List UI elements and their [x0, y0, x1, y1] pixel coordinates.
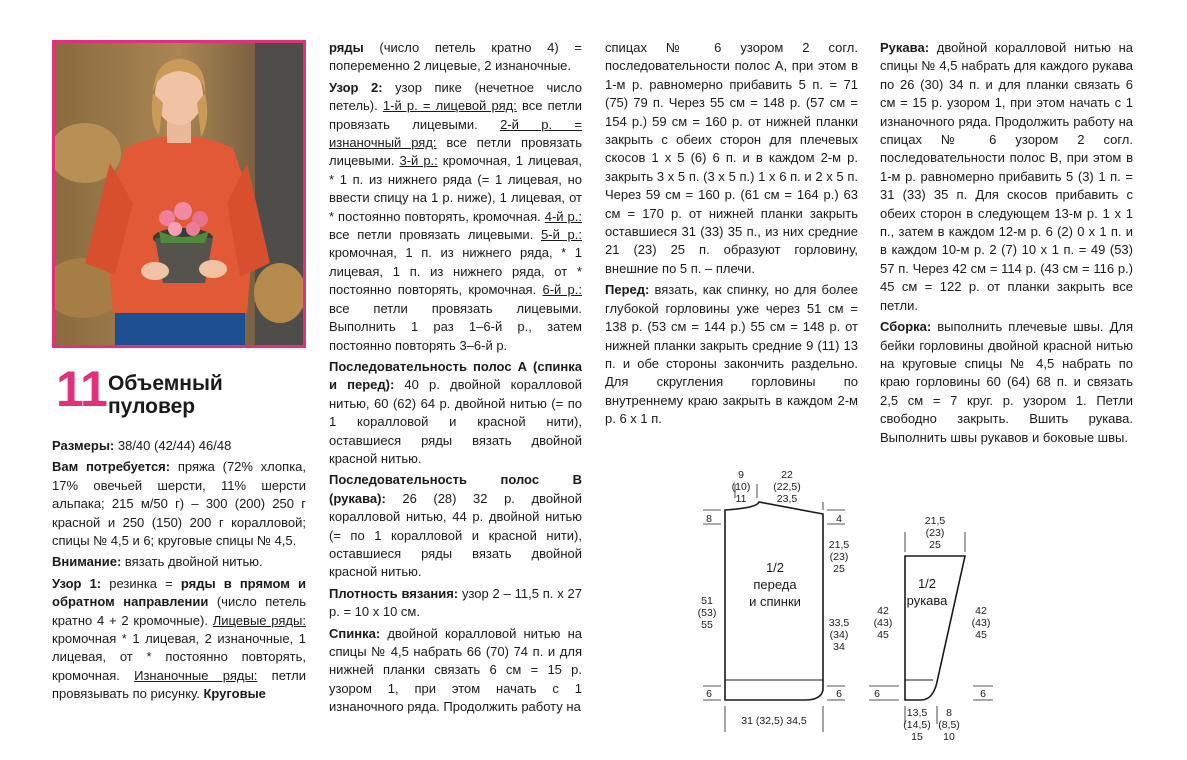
- pattern2-paragraph: [329, 79, 582, 355]
- sleeve-left-1: 42: [877, 605, 889, 617]
- sleeve-top-1: 21,5: [924, 515, 946, 527]
- armhole-1: 21,5: [828, 539, 850, 551]
- sizes-paragraph: [52, 437, 306, 455]
- assembly-text: выполнить плечевые швы. Для бейки горловины двойной красной нитью на круговые спицы № 4,5 набрать по краю горловины 60 (64) 68 п. и связать 2,5 см = 7 круг. р. узором 1. Петли свободно закрыть. Вшить рукава. Выполнить швы рукавов и боковые швы.: [880, 319, 1133, 445]
- neck-width-2: (10): [731, 481, 751, 493]
- assembly-label: Сборка:: [880, 319, 932, 335]
- band-right: 6: [836, 688, 842, 700]
- sleeve-top-3: 25: [929, 539, 941, 551]
- attention-text: вязать двойной нитью.: [121, 554, 263, 570]
- sleeve-bottom-3: 15: [911, 731, 923, 743]
- sleeves-text: двойной коралловой нитью на спицы № 4,5 набрать для каждого рукава по 26 (30) 34 п. и для планки связать 6 см = 15 р. узором 1, при этом начать с 1 изнаночного ряда. Продолжить работу на спицах № 6 узором 2 согл. последовательности полос В, при этом в 1-м р. равномерно прибавить 5 (3) 1 п. = 31 (33) 35 п. Для скосов прибавить с обеих сторон в следующем 13-м р. 1 х 1 п., затем в каждом 12-м р. 6 (2) 0 х 1 п. и в каждом 10-м р. 2 (7) 10 х 1 п. = 49 (53) 57 п. Через 42 см = 114 р. (43 см = 116 р.) 45 см = 122 р. от планки закрыть все петли.: [880, 40, 1133, 313]
- text-column-4: [880, 39, 1133, 450]
- back-text: двойной коралловой нитью на спицы № 4,5 набрать 66 (70) 74 п. и для нижней планки связать 6 см = 15 р. узором 1, при этом начать с 1 изнаночного ряда. Продолжить работу на: [329, 625, 582, 715]
- sleeve-band-left: 6: [874, 688, 880, 700]
- attention-paragraph: [52, 553, 306, 571]
- circular-rows-paragraph: [329, 39, 582, 76]
- row4-label: 4-й р.:: [544, 208, 583, 224]
- shoulder-drop: 4: [836, 513, 842, 525]
- stripes-a-paragraph: [329, 358, 582, 468]
- row2-label: 2-й р. = изнаночный ряд:: [329, 116, 583, 151]
- body-label-3: и спинки: [749, 594, 801, 609]
- pattern1-text-e: петли провязывать по рисунку.: [52, 667, 307, 702]
- text-column-3: [605, 39, 858, 432]
- sizes-label: Размеры:: [52, 438, 115, 453]
- back-continued-paragraph: [605, 39, 858, 278]
- length-1: 51: [701, 595, 713, 607]
- row5-label: 5-й р.:: [541, 227, 582, 243]
- side-1: 33,5: [828, 617, 850, 629]
- body-width: 31 (32,5) 34,5: [741, 715, 807, 727]
- text-column-2: [329, 39, 582, 720]
- materials-label: Вам потребуется:: [52, 459, 171, 475]
- stripes-a-label: Последовательность полос А (спинка и перед):: [329, 358, 582, 393]
- sleeve-label-2: рукава: [906, 593, 948, 608]
- sleeve-left-3: 45: [877, 629, 889, 641]
- purl-rows-label: Изнаночные ряды:: [134, 667, 258, 683]
- pattern2-text-e: все петли провязать лицевыми.: [329, 227, 542, 243]
- materials-text: пряжа (72% хлопка, 17% овечьей шерсти, 11% шерсти альпака; 215 м/50 г) – 300 (200) 250 г красной и 250 (150) 200 г коралловой; спицы № 4,5 и 6; круговые спицы № 4,5.: [52, 459, 307, 549]
- body-label-1: 1/2: [765, 560, 785, 575]
- side-2: (34): [829, 629, 849, 641]
- pattern1-text-c: (число петель кратно 4 + 2 кромочные).: [52, 594, 306, 628]
- text-column-1: [52, 437, 306, 707]
- shoulder-width-3: 23,5: [776, 493, 798, 505]
- row6-label: 6-й р.:: [542, 282, 582, 298]
- band-left: 6: [706, 688, 712, 700]
- row3-label: 3-й р.:: [399, 153, 438, 169]
- model-photo: [52, 40, 306, 348]
- pattern2-text-c: все петли провязать лицевыми.: [329, 135, 582, 169]
- sizes-text: 38/40 (42/44) 46/48: [114, 438, 232, 453]
- circular-rows-cont: ряды: [329, 40, 364, 55]
- sleeves-paragraph: [880, 39, 1133, 315]
- pattern-title: Объемный пуловер: [108, 372, 223, 418]
- pattern-number: 11: [56, 361, 107, 417]
- pattern1-text-a: резинка =: [101, 575, 181, 591]
- gauge-label: Плотность вязания:: [329, 585, 459, 601]
- armhole-2: (23): [829, 551, 849, 563]
- stripes-b-text: 26 (28) 32 р. двойной коралловой нитью, 44 р. двойной нитью (= по 1 коралловой и красной нити), оставшиеся ряды вязать двойной красной нитью.: [329, 490, 582, 580]
- stripes-a-text: 40 р. двойной коралловой нитью, 60 (62) 64 р. двойной нитью (= по 1 коралловой и красной нити), оставшиеся ряды вязать двойной красной нитью.: [329, 377, 582, 466]
- assembly-paragraph: [880, 318, 1133, 447]
- sleeve-band-right: 6: [980, 688, 986, 700]
- pattern2-text-f: кромочная, 1 п. из нижнего ряда, * 1 лицевая, 1 п. из нижнего ряда, от * постоянно повторять, кромочная.: [329, 245, 582, 298]
- shoulder-width-2: (22,5): [773, 481, 801, 493]
- gauge-text: узор 2 – 11,5 п. х 27 р. = 10 х 10 см.: [329, 585, 582, 620]
- sleeve-bottom-2: (14,5): [903, 719, 931, 731]
- stripes-b-paragraph: [329, 471, 582, 581]
- sleeve-bottom-6: 10: [943, 731, 955, 743]
- neck-width-1: 9: [738, 469, 744, 481]
- sleeve-bottom-4: 8: [946, 707, 952, 719]
- shoulder-width-1: 22: [781, 469, 793, 481]
- stripes-b-label: Последовательность полос В (рукава):: [329, 472, 582, 506]
- back-continued-text: спицах № 6 узором 2 согл. последовательности полос А, при этом в 1-м р. равномерно прибавить 5 п. = 71 (75) 79 п. Через 55 см = 148 р. (57 см = 154 р.) 59 см = 160 р. от нижней планки закрыть с обеих сторон для плечевых скосов 1 х 5 (6) 6 п. и в каждом 2-м р. закрыть 3 х 5 п. (3 х 5 п.) 1 х 6 п. и 2 х 5 п. Через 59 см = 160 р. (61 см = 164 р.) 63 см = 170 р. от нижней планки закрыть оставшиеся 31 (33) 35 п., из них средние 21 (23) 25 п. образуют горловину, внешние по 5 п. – плечи.: [605, 40, 858, 276]
- row1-label: 1-й р. = лицевой ряд:: [382, 98, 517, 114]
- materials-paragraph: [52, 458, 306, 550]
- front-text: вязать, как спинку, но для более глубокой горловины уже через 51 см = 138 р. (53 см = 144 р.) 55 см = 148 р. от нижней планки закрыть средние 9 (11) 13 п. и обе стороны закончить раздельно. Для скругления горловины по внутреннему краю закрыть в каждом 2-м р. 6 х 1 п.: [605, 282, 858, 427]
- circular-rows-text: (число петель кратно 4) = попеременно 2 лицевые, 2 изнаночные.: [329, 40, 582, 74]
- neck-width-3: 11: [735, 493, 747, 505]
- sleeve-left-2: (43): [873, 617, 893, 629]
- back-label: Спинка:: [329, 625, 381, 641]
- face-rows-label: Лицевые ряды:: [212, 612, 306, 628]
- pattern1-text-b: ряды в прямом и обратном направлении: [52, 575, 306, 610]
- length-3: 55: [701, 619, 713, 631]
- circular-rows-label: Круговые: [203, 686, 266, 702]
- sleeve-right-1: 42: [975, 605, 987, 617]
- sleeve-bottom-1: 13,5: [906, 707, 928, 719]
- pattern1-text-d: кромочная * 1 лицевая, 2 изнаночные, 1 лицевая, от * постоянно повторять, кромочная.: [52, 631, 306, 683]
- side-3: 34: [833, 641, 845, 653]
- neck-depth: 8: [706, 513, 712, 525]
- armhole-3: 25: [833, 563, 845, 575]
- pattern2-text-a: узор пике (нечетное число петель).: [329, 79, 582, 114]
- pattern2-label: Узор 2:: [329, 79, 383, 95]
- attention-label: Внимание:: [52, 554, 122, 570]
- sleeve-bottom-5: (8,5): [938, 719, 960, 731]
- pattern2-text-d: кромочная, 1 лицевая, * 1 п. из нижнего ряда (= 1 лицевая, но ввести спицу на 1 р. ниже), 1 лицевая, от * постоянно повторять, кромочная.: [329, 153, 582, 224]
- front-label: Перед:: [605, 282, 650, 298]
- pattern1-paragraph: [52, 575, 306, 704]
- pattern2-text-b: все петли провязать лицевыми.: [329, 98, 582, 132]
- back-paragraph: [329, 625, 582, 717]
- sleeve-label-1: 1/2: [917, 576, 937, 591]
- front-paragraph: [605, 281, 858, 428]
- sleeve-right-2: (43): [971, 617, 991, 629]
- body-label-2: переда: [753, 577, 797, 592]
- pattern1-label: Узор 1:: [52, 575, 102, 591]
- schematic-diagram: [695, 462, 995, 752]
- length-2: (53): [697, 607, 717, 619]
- sleeves-label: Рукава:: [880, 40, 930, 55]
- gauge-paragraph: [329, 585, 582, 622]
- sleeve-top-2: (23): [925, 527, 945, 539]
- pattern2-text-g: все петли провязать лицевыми. Выполнить 1 раз 1–6-й р., затем постоянно повторять 3–6-й р.: [329, 300, 582, 353]
- sleeve-right-3: 45: [975, 629, 987, 641]
